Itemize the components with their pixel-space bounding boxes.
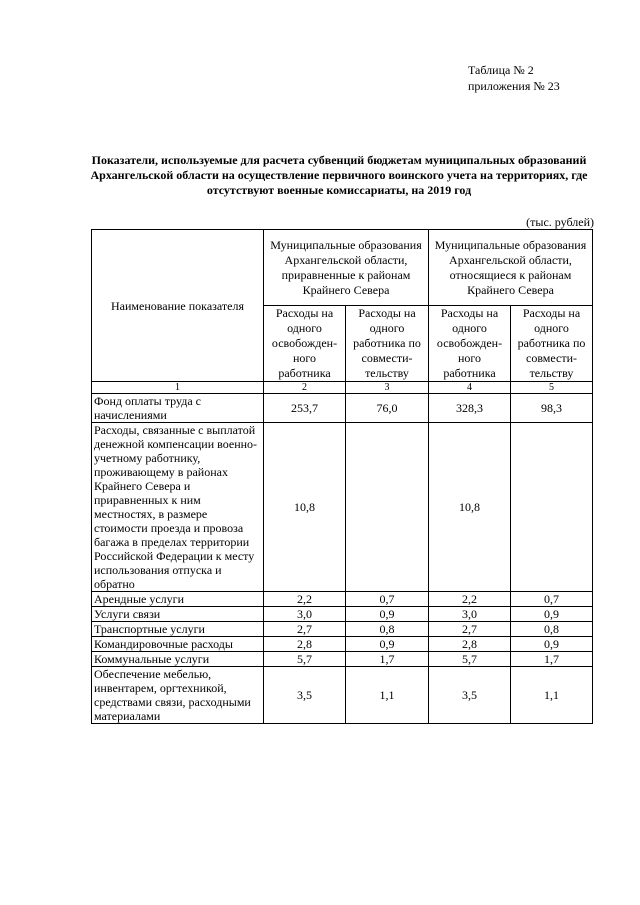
column-number: 4 xyxy=(429,382,511,394)
cell-value: 0,8 xyxy=(346,622,429,637)
cell-value: 2,7 xyxy=(429,622,511,637)
column-number: 3 xyxy=(346,382,429,394)
cell-value: 2,8 xyxy=(264,637,346,652)
table-row xyxy=(92,652,593,667)
column-number: 1 xyxy=(92,382,264,394)
row-label: Услуги связи xyxy=(92,607,264,622)
cell-value: 10,8 xyxy=(429,423,511,592)
cell-value: 3,0 xyxy=(429,607,511,622)
cell-value: 76,0 xyxy=(346,394,429,423)
row-label: Командировочные расходы xyxy=(92,637,264,652)
appendix-number: приложения № 23 xyxy=(468,79,560,93)
row-label: Фонд оплаты труда с начислениями xyxy=(92,394,264,423)
header-sub-part-2: Расходы на одного работника по совмести-тельству xyxy=(511,306,593,382)
cell-value: 2,2 xyxy=(429,592,511,607)
row-label: Транспортные услуги xyxy=(92,622,264,637)
cell-value: 10,8 xyxy=(264,423,346,592)
cell-value: 2,7 xyxy=(264,622,346,637)
header-sub-main-1: Расходы на одного освобожден-ного работника xyxy=(264,306,346,382)
cell-value: 328,3 xyxy=(429,394,511,423)
header-sub-part-1: Расходы на одного работника по совмести-тельству xyxy=(346,306,429,382)
header-indicator-name: Наименование показателя xyxy=(92,230,264,382)
row-label: Обеспечение мебелью, инвентарем, оргтехникой, средствами связи, расходными материалами xyxy=(92,667,264,724)
cell-value: 1,7 xyxy=(346,652,429,667)
cell-value: 3,0 xyxy=(264,607,346,622)
table-row xyxy=(92,394,593,423)
header-row-groups xyxy=(92,230,593,306)
header-group-equated: Муниципальные образования Архангельской области, приравненные к районам Крайнего Севера xyxy=(264,230,429,306)
cell-value-empty xyxy=(511,423,593,592)
table-row xyxy=(92,622,593,637)
cell-value: 2,2 xyxy=(264,592,346,607)
table-reference xyxy=(468,62,560,94)
cell-value: 5,7 xyxy=(264,652,346,667)
cell-value: 1,1 xyxy=(511,667,593,724)
cell-value: 0,9 xyxy=(346,607,429,622)
cell-value: 0,8 xyxy=(511,622,593,637)
table-row xyxy=(92,592,593,607)
table-row xyxy=(92,667,593,724)
table-row xyxy=(92,607,593,622)
indicators-table xyxy=(91,229,593,724)
cell-value: 0,9 xyxy=(511,637,593,652)
cell-value: 0,7 xyxy=(346,592,429,607)
column-number: 2 xyxy=(264,382,346,394)
table-row xyxy=(92,637,593,652)
column-numbers-row xyxy=(92,382,593,394)
units-label: (тыс. рублей) xyxy=(526,215,594,229)
cell-value: 0,7 xyxy=(511,592,593,607)
row-label: Арендные услуги xyxy=(92,592,264,607)
cell-value: 5,7 xyxy=(429,652,511,667)
header-sub-main-2: Расходы на одного освобожден-ного работника xyxy=(429,306,511,382)
cell-value-empty xyxy=(346,423,429,592)
cell-value: 253,7 xyxy=(264,394,346,423)
cell-value: 1,1 xyxy=(346,667,429,724)
cell-value: 0,9 xyxy=(511,607,593,622)
cell-value: 1,7 xyxy=(511,652,593,667)
cell-value: 3,5 xyxy=(429,667,511,724)
cell-value: 98,3 xyxy=(511,394,593,423)
column-number: 5 xyxy=(511,382,593,394)
cell-value: 0,9 xyxy=(346,637,429,652)
cell-value: 2,8 xyxy=(429,637,511,652)
row-label: Расходы, связанные с выплатой денежной компенсации военно-учетному работнику, проживающему в районах Крайнего Севера и приравненных к ним местностях, в размере стоимости проезда и провоза багажа в пределах территории Российской Федерации к месту использования отпуска и обратно xyxy=(92,423,264,592)
table-number: Таблица № 2 xyxy=(468,63,534,77)
cell-value: 3,5 xyxy=(264,667,346,724)
header-group-far-north: Муниципальные образования Архангельской области, относящиеся к районам Крайнего Севера xyxy=(429,230,593,306)
document-title: Показатели, используемые для расчета субвенций бюджетам муниципальных образований Архангельской области на осуществление первичного воинского учета на территориях, где отсутствуют военные комиссариаты, на 2019 год xyxy=(90,153,588,197)
row-label: Коммунальные услуги xyxy=(92,652,264,667)
table-row xyxy=(92,423,593,592)
